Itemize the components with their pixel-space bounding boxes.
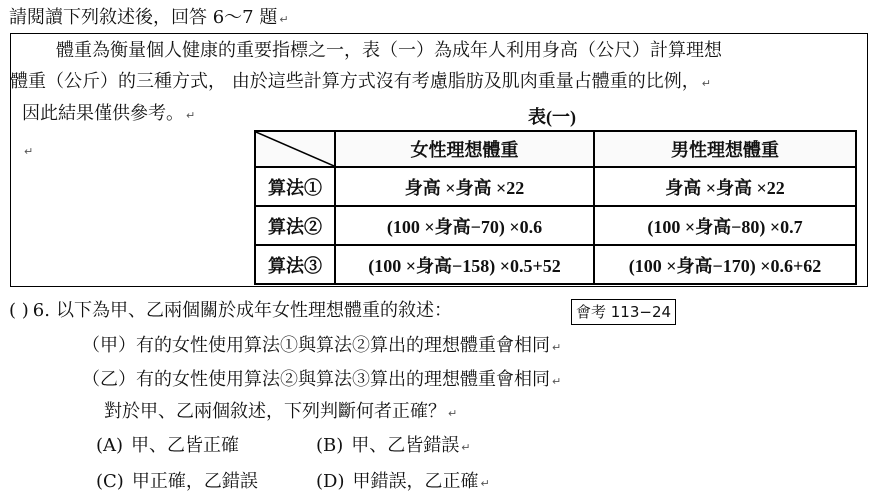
citation-box: 會考 113−24 bbox=[571, 299, 676, 325]
table-header-row bbox=[255, 131, 856, 167]
header-male: 男性理想體重 bbox=[594, 131, 856, 167]
return-mark: ↵ bbox=[480, 477, 490, 490]
question-number: 6. bbox=[32, 300, 50, 321]
option-text: 甲正確，乙錯誤 bbox=[131, 471, 258, 492]
method-label: 算法② bbox=[255, 206, 335, 245]
passage-line-2 bbox=[10, 71, 711, 95]
passage-line-1: 體重為衡量個人健康的重要指標之一，表（一）為成年人利用身高（公尺）計算理想 bbox=[56, 40, 722, 61]
option-label: (A) bbox=[96, 435, 124, 456]
option-label: (B) bbox=[316, 435, 344, 456]
statement-b-text: （乙）有的女性使用算法②與算法③算出的理想體重會相同 bbox=[82, 369, 550, 390]
method-label: 算法③ bbox=[255, 245, 335, 284]
table-row bbox=[255, 167, 856, 206]
option-d[interactable] bbox=[316, 471, 490, 495]
instruction-line bbox=[9, 7, 289, 31]
male-formula: (100 ×身高−80) ×0.7 bbox=[594, 206, 856, 245]
female-formula: (100 ×身高−158) ×0.5+52 bbox=[335, 245, 594, 284]
passage-line-3 bbox=[22, 103, 195, 127]
question-stem: 以下為甲、乙兩個關於成年女性理想體重的敘述： bbox=[55, 300, 452, 321]
passage-line-2-text: 體重（公斤）的三種方式， 由於這些計算方式沒有考慮脂肪及肌肉重量占體重的比例， bbox=[10, 71, 700, 92]
option-label: (D) bbox=[316, 471, 345, 492]
method-label: 算法① bbox=[255, 167, 335, 206]
statement-a bbox=[82, 335, 561, 359]
return-mark: ↵ bbox=[552, 375, 562, 388]
statement-a-text: （甲）有的女性使用算法①與算法②算出的理想體重會相同 bbox=[82, 335, 550, 356]
question-prompt bbox=[104, 401, 457, 425]
option-text: 甲錯誤，乙正確 bbox=[352, 471, 479, 492]
table-row bbox=[255, 206, 856, 245]
return-mark: ↵ bbox=[552, 341, 562, 354]
return-mark: ↵ bbox=[701, 77, 711, 90]
option-c[interactable] bbox=[96, 471, 258, 493]
return-mark: ↵ bbox=[461, 441, 471, 454]
instruction-text: 請閱讀下列敘述後，回答 6～7 題 bbox=[9, 7, 278, 28]
return-mark: ↵ bbox=[24, 145, 34, 158]
passage-line-3-text: 因此結果僅供參考。 bbox=[22, 103, 184, 124]
diagonal-line bbox=[256, 132, 334, 166]
female-formula: (100 ×身高−70) ×0.6 bbox=[335, 206, 594, 245]
header-female: 女性理想體重 bbox=[335, 131, 594, 167]
ideal-weight-table bbox=[254, 130, 857, 285]
statement-b bbox=[82, 369, 561, 393]
question-stem-line bbox=[9, 300, 452, 322]
option-b[interactable] bbox=[316, 435, 471, 459]
option-a[interactable] bbox=[96, 435, 239, 457]
return-mark: ↵ bbox=[186, 109, 196, 122]
option-label: (C) bbox=[96, 471, 124, 492]
table-corner-cell bbox=[255, 131, 335, 167]
option-text: 甲、乙皆正確 bbox=[131, 435, 240, 456]
return-mark: ↵ bbox=[279, 13, 289, 26]
answer-blank: ( ) bbox=[9, 300, 29, 321]
empty-paragraph bbox=[22, 140, 33, 159]
return-mark: ↵ bbox=[448, 407, 458, 420]
male-formula: (100 ×身高−170) ×0.6+62 bbox=[594, 245, 856, 284]
female-formula: 身高 ×身高 ×22 bbox=[335, 167, 594, 206]
male-formula: 身高 ×身高 ×22 bbox=[594, 167, 856, 206]
option-text: 甲、乙皆錯誤 bbox=[351, 435, 460, 456]
table-row bbox=[255, 245, 856, 284]
question-prompt-text: 對於甲、乙兩個敘述，下列判斷何者正確？ bbox=[104, 401, 446, 422]
table-caption: 表(一) bbox=[528, 107, 576, 127]
